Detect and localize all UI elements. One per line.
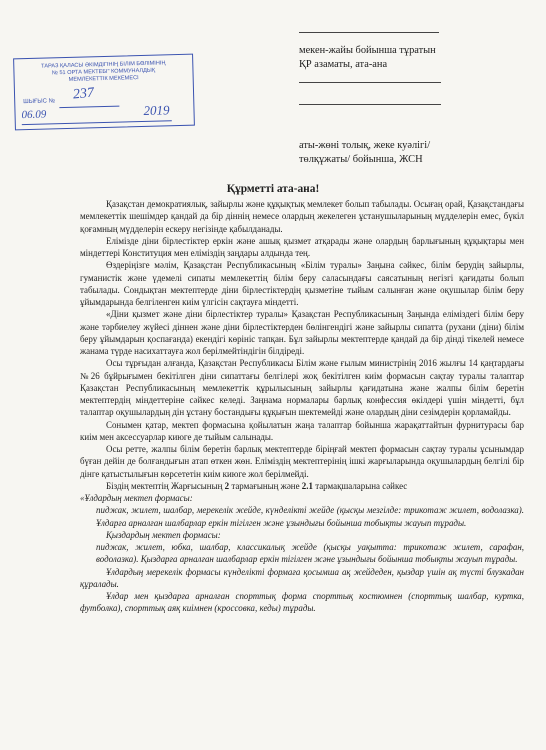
addressee-line-3: аты-жөні толық, жеке куәлігі/ [299,140,431,151]
paragraph-5: Осы тұрғыдан алғанда, Қазақстан Республикасы Білім және ғылым министрінің 2016 жылғы 14 қаңтардағы №26 бұйрығымен бекітілген діни сипаттағы белгілері жоқ бекітілген киім формасын сақтау туралы талаптар Қазақстан Республикасының мемлекеттік құрылысының зайырлы қағидатына және жалпы білім беретін мектептердің міндеттеріне сәйкес келеді. Заңнама нормалары барлық конфессия өкілдері үшін міндетті, бұл талаптар оқушылардың дін ұстану бостандығы құқығын шектемейді және олардың діни сезімдерін қорламайды. [80,358,524,418]
registration-stamp [13,54,195,131]
quote-girls-heading: Қыздардың мектеп формасы: [106,529,221,540]
stamp-number-underline [59,106,119,109]
quote-girls-items: пиджак, жилет, юбка, шалбар, классикалық жейде (қысқы уақытта: трикотаж жилет, сарафан, водолазка). Қыздарға арналған шалбарлар еркін тігілген және ұзындығы бойынша тобықты жауып тұрады. [96,542,524,565]
paragraph-8-middle: тармағының және [229,480,302,491]
addressee-line-4: төлқұжаты/ бойынша, ЖСН [299,154,423,165]
stamp-date-value: 06.09 [21,108,47,122]
paragraph-3: Өздеріңізге мәлім, Қазақстан Республикасының «Білім туралы» Заңына сәйкес, білім берудің зайырлы, гуманистік және үдемелі сипаты мемлекеттің білім беру саласындағы саясатының негізгі қағидаты болып табылады. Сондықтан мектептерде діни бірлестіктердің қызметіне тыйым салынған және оқушылар білім беру ұйымдарында белгіленген киім үлгісін сақтауға міндетті. [80,260,524,307]
stamp-number-label: ШЫҒЫС № [23,98,56,106]
paragraph-8-clause: 2 [224,480,230,491]
paragraph-8-start: Біздің мектептің Жарғысының [106,480,225,491]
stamp-number-value: 237 [72,85,95,103]
stamp-line-2: № 51 ОРТА МЕКТЕБІ" КОММУНАЛДЫҚ [51,67,156,77]
addressee-line-2: ҚР азаматы, ата-ана [299,59,388,70]
greeting-heading: Құрметті ата-ана! [226,183,320,195]
stamp-line-1: ТАРАЗ ҚАЛАСЫ ӘКІМДІГІНІҢ БІЛІМ БӨЛІМІНІҢ [41,60,166,70]
paragraph-8-end: тармақшаларына сәйкес [312,480,408,491]
quote-festive-uniform: Ұлдардың мерекелік формасы күнделікті формаға қосымша ақ жейдеден, қыздар үшін ақ түсті блузкадан құралады. [80,566,524,589]
quote-sports-uniform: Ұлдар мен қыздарға арналған спорттық форма спорттық костюмнен (спорттық шалбар, куртка, футболка), спорттық аяқ киімнен (кроссовка, кеды) тұрады. [80,591,524,614]
paragraph-7: Осы ретте, жалпы білім беретін барлық мектептерде біріңғай мектеп формасын сақтау туралы ұсынымдар бүған дейін де болғандығын атап өткен жөн. Еліміздің мектептерінің ішкі жарғыларында оқушылардың белгілі бір дінге қатыстылығын көрсететін киім киюге жол берілмейді. [80,444,524,479]
paragraph-2: Елімізде діни бірлестіктер еркін және ашық қызмет атқарады және олардың барлығының құқықтары мен міндеттері Конституция мен еліміздің заңдары алдында тең. [80,235,524,258]
addressee-blank-line-2 [299,82,441,83]
paragraph-8 [80,480,524,492]
paragraph-4: «Діни қызмет және діни бірлестіктер туралы» Қазақстан Республикасының Заңында еліміздегі білім беру және тәрбиелеу жүйесі діннен және діни бірлестіктерден бөлінгендігі және зайырлы сипатта (рухани (діни) білім беру ұйымдарын қоспағанда) екендігі көрініс тапқан. Бұл зайырлы мектептерде қандай да бір дінді тікелей немесе жанама түрде насихаттауға жол берілмейтіндігін білдіреді. [80,309,524,356]
addressee-blank-line-1 [299,32,439,33]
stamp-year-value: 2019 [143,102,170,118]
stamp-line-3: МЕМЛЕКЕТТІК МЕКЕМЕСІ [68,75,139,83]
addressee-blank-line-3 [299,104,441,105]
quote-boys-heading: «Ұлдардың мектеп формасы: [80,493,193,503]
paragraph-1: Қазақстан демократиялық, зайырлы және құқықтық мемлекет болып табылады. Осығаң орай, Қазақстандағы мемлекеттік шешімдер қандай да бір діннің немесе олардың жекелеген ұстанушыларының мүдделерін емес, бүкіл қоғамның мүдделерін ескеру негізінде қабылданады. [80,199,524,234]
stamp-date-underline [22,120,172,125]
paragraph-6: Сонымен қатар, мектеп формасына қойылатын жаңа талаптар бойынша жарақаттайтын фурнитурасы бар киім мен аксессуарлар киюге де тыйым салынады. [80,419,524,442]
paragraph-8-subclause: 2.1 [301,480,313,491]
letter-body [80,198,524,615]
addressee-line-1: мекен-жайы бойынша тұратын [299,45,436,56]
quote-boys-items: пиджак, жилет, шалбар, мерекелік жейде, күнделікті жейде (қысқы мезгілде: трикотаж жилет, водолазка). Ұлдарға арналған шалбарлар еркін тігілген және ұзындығы бойынша тобықты жауып тұрады. [96,505,524,528]
